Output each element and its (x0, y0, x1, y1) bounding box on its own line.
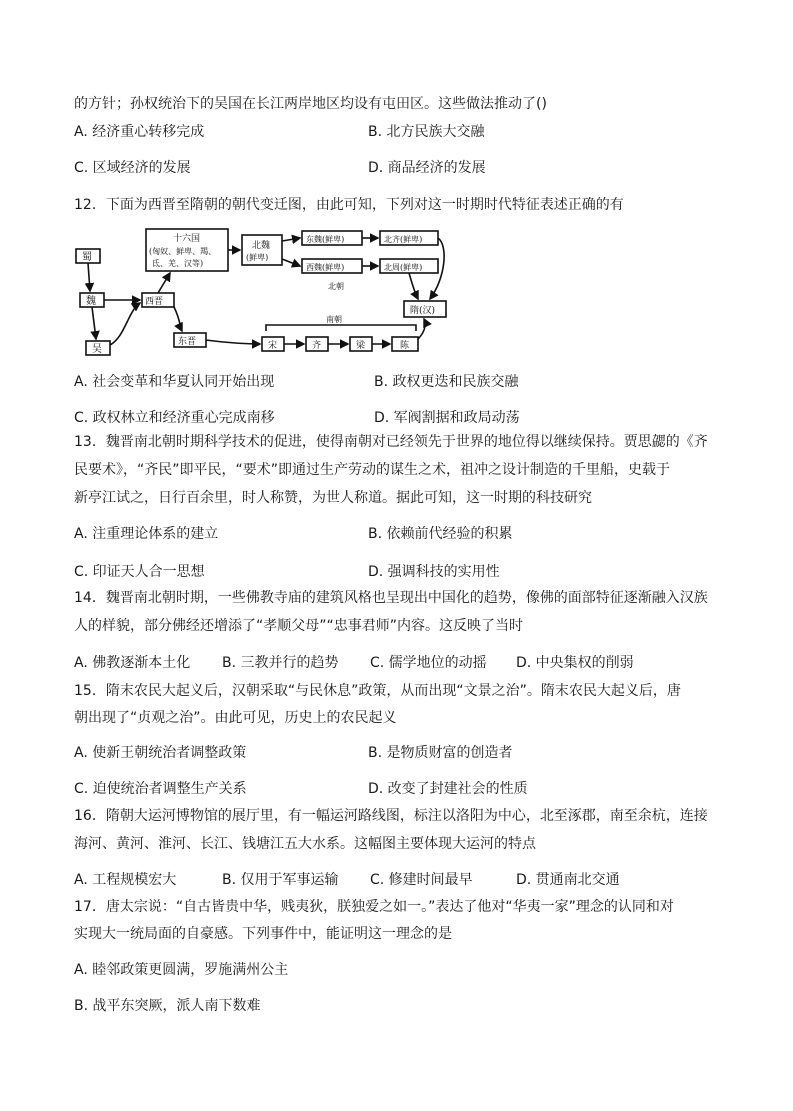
label-northern-wei-ethnic: (鲜卑) (246, 253, 269, 262)
label-wu: 吴 (92, 344, 102, 355)
label-sui: 隋(汉) (410, 306, 436, 316)
q14-stem-line-1: 14．魏晋南北朝时期，一些佛教寺庙的建筑风格也呈现出中国化的趋势，像佛的面部特征逐渐融入汉族 (74, 590, 708, 606)
label-eastern-jin: 东晋 (178, 337, 197, 347)
q16-option-a[interactable]: A. 工程规模宏大 (74, 872, 177, 888)
q13-option-d[interactable]: D. 强调科技的实用性 (368, 564, 500, 580)
label-liang: 梁 (356, 341, 366, 351)
q14-option-b[interactable]: B. 三教并行的趋势 (222, 655, 339, 671)
label-chen: 陈 (400, 341, 410, 351)
q15-option-c[interactable]: C. 迫使统治者调整生产关系 (74, 781, 247, 797)
q11-option-d[interactable]: D. 商品经济的发展 (368, 160, 486, 176)
dynasty-change-diagram (70, 227, 450, 359)
label-sixteen-kingdoms: 十六国 (173, 234, 201, 244)
q11-option-a[interactable]: A. 经济重心转移完成 (74, 124, 205, 140)
label-northern-zhou: 北周(鲜卑) (384, 263, 423, 272)
label-sixteen-kingdoms-groups-1: (匈奴、鲜卑、羯、 (149, 247, 217, 256)
q11-option-b[interactable]: B. 北方民族大交融 (368, 124, 485, 140)
label-southern-dynasties: 南朝 (326, 315, 342, 324)
q13-option-c[interactable]: C. 印证天人合一思想 (74, 564, 205, 580)
q16-option-c[interactable]: C. 修建时间最早 (370, 872, 473, 888)
q17-stem-line-1: 17．唐太宗说：“自古皆贵中华，贱夷狄，朕独爱之如一。”表达了他对“华夷一家”理念的认同和对 (74, 899, 674, 915)
q11-stem-tail: 的方针；孙权统治下的吴国在长江两岸地区均设有屯田区。这些做法推动了() (74, 96, 547, 112)
q14-option-d[interactable]: D. 中央集权的削弱 (516, 655, 634, 671)
q17-option-b[interactable]: B. 战平东突厥，派人南下数难 (74, 998, 261, 1014)
q13-stem-line-2: 民要术》，“齐民”即平民，“要术”即通过生产劳动的谋生之术，祖冲之设计制造的千里船，史载于 (74, 462, 671, 478)
q13-stem-line-3: 新亭江试之，日行百余里，时人称赞，为世人称道。据此可知，这一时期的科技研究 (74, 490, 592, 506)
q12-stem: 12．下面为西晋至隋朝的朝代变迁图，由此可知，下列对这一时期时代特征表述正确的有 (74, 197, 624, 213)
label-shu: 蜀 (82, 252, 92, 263)
q14-option-a[interactable]: A. 佛教逐渐本土化 (74, 655, 191, 671)
q17-option-a[interactable]: A. 睦邻政策更圆满，罗施满州公主 (74, 962, 289, 978)
label-qi: 齐 (312, 341, 322, 351)
q12-option-b[interactable]: B. 政权更迭和民族交融 (374, 374, 519, 390)
q15-option-a[interactable]: A. 使新王朝统治者调整政策 (74, 745, 247, 761)
q17-stem-line-2: 实现大一统局面的自豪感。下列事件中，能证明这一理念的是 (74, 926, 452, 942)
label-song: 宋 (268, 341, 278, 351)
label-western-jin: 西晋 (145, 297, 164, 307)
q13-option-a[interactable]: A. 注重理论体系的建立 (74, 526, 219, 542)
q16-option-d[interactable]: D. 贯通南北交通 (516, 872, 620, 888)
q14-option-c[interactable]: C. 儒学地位的动摇 (370, 655, 487, 671)
q13-stem-line-1: 13．魏晋南北朝时期科学技术的促进，使得南朝对已经领先于世界的地位得以继续保持。贾思勰的《齐 (74, 434, 708, 450)
q15-option-d[interactable]: D. 改变了封建社会的性质 (368, 781, 528, 797)
label-sixteen-kingdoms-groups-2: 氐、羌、汉等) (152, 259, 204, 268)
q16-option-b[interactable]: B. 仅用于军事运输 (222, 872, 339, 888)
q13-option-b[interactable]: B. 依赖前代经验的积累 (368, 526, 513, 542)
q12-option-c[interactable]: C. 政权林立和经济重心完成南移 (74, 410, 275, 426)
q14-stem-line-2: 人的样貌，部分佛经还增添了“孝顺父母”“忠事君师”内容。这反映了当时 (74, 618, 524, 634)
q15-option-b[interactable]: B. 是物质财富的创造者 (368, 745, 513, 761)
label-northern-dynasties: 北朝 (328, 282, 344, 291)
label-northern-qi: 北齐(鲜卑) (384, 235, 423, 244)
label-eastern-wei: 东魏(鲜卑) (306, 235, 345, 244)
label-northern-wei: 北魏 (252, 241, 271, 251)
q15-stem-line-2: 朝出现了“贞观之治”。由此可见，历史上的农民起义 (74, 710, 397, 726)
label-western-wei: 西魏(鲜卑) (306, 263, 345, 272)
q12-option-a[interactable]: A. 社会变革和华夏认同开始出现 (74, 374, 275, 390)
q16-stem-line-1: 16．隋朝大运河博物馆的展厅里，有一幅运河路线图，标注以洛阳为中心，北至涿郡，南至余杭，连接 (74, 808, 708, 824)
q11-option-c[interactable]: C. 区域经济的发展 (74, 160, 191, 176)
q15-stem-line-1: 15．隋末农民大起义后，汉朝采取“与民休息”政策，从而出现“文景之治”。隋末农民大起义后，唐 (74, 683, 681, 699)
q12-option-d[interactable]: D. 军阀割据和政局动荡 (374, 410, 520, 426)
q16-stem-line-2: 海河、黄河、淮河、长江、钱塘江五大水系。这幅图主要体现大运河的特点 (74, 836, 536, 852)
label-wei: 魏 (86, 296, 96, 307)
